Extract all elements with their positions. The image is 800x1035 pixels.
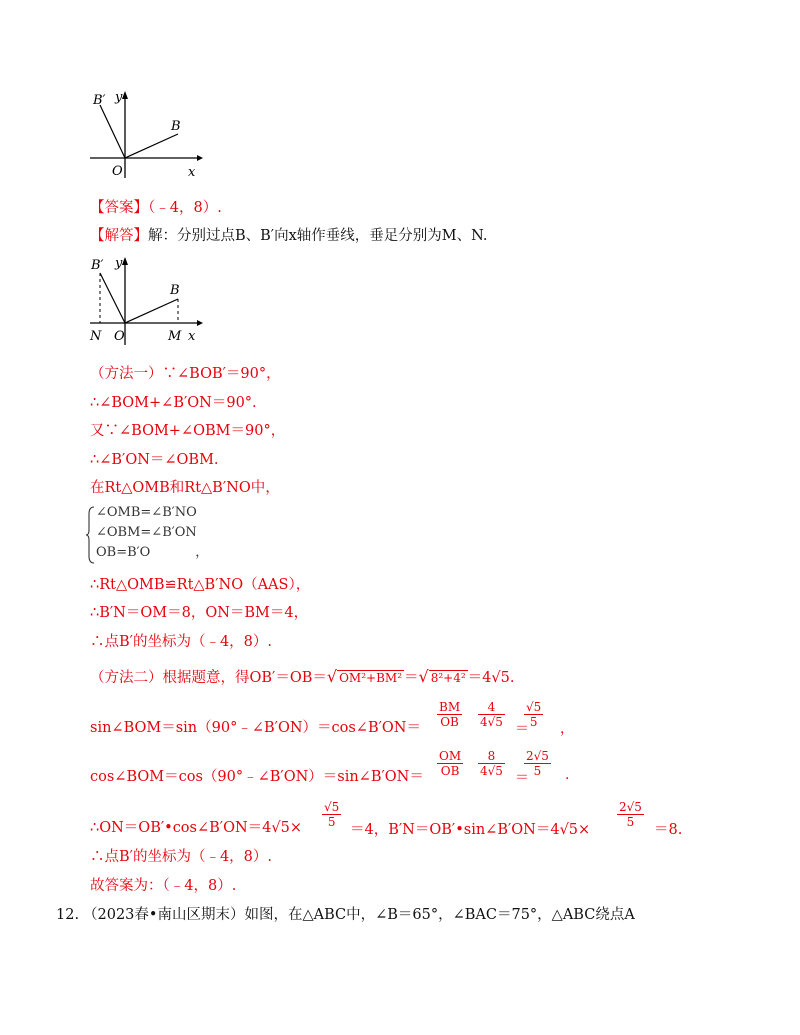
- method1-line-7: ∴B′N＝OM＝8，ON＝BM＝4，: [90, 605, 309, 621]
- figure-2: [85, 253, 205, 348]
- system-eq-2: ∠OBM=∠B′ON: [96, 525, 197, 540]
- sin-f2-den: 4√5: [480, 715, 503, 729]
- system-eq-3-text: OB=B′O: [96, 545, 151, 560]
- on-fraction-1: [322, 800, 341, 829]
- problem-12-number: 12.: [56, 907, 80, 923]
- solution-text: 解：分别过点B、B′向x轴作垂线，垂足分别为M、N.: [148, 228, 488, 244]
- cos-post: .: [565, 767, 570, 783]
- fig2-label-o: O: [114, 329, 125, 344]
- cos-f2-den: 4√5: [480, 764, 503, 778]
- sin-f3-den: 5: [529, 715, 538, 729]
- system-brace: [86, 506, 96, 564]
- on-line-mid: ＝4，B′N＝OB′•sin∠B′ON＝4√5×: [350, 822, 591, 838]
- sin-f3-num: √5: [526, 700, 542, 714]
- system-eq-3: [96, 543, 208, 563]
- sin-fraction-2: [478, 700, 505, 729]
- fig1-label-b: B: [171, 119, 181, 134]
- cos-fraction-2: [478, 749, 505, 778]
- on-line-pre: ∴ON＝OB′•cos∠B′ON＝4√5×: [90, 820, 302, 836]
- fig2-label-m: M: [168, 329, 182, 344]
- on-f2-den: 5: [626, 815, 635, 829]
- sin-fraction-1: [437, 700, 462, 729]
- radical-1: OM²+BM²: [339, 671, 402, 685]
- fig2-label-bprime: B′: [91, 258, 104, 273]
- on-f1-num: √5: [324, 800, 340, 814]
- cos-f1-num: OM: [439, 749, 462, 763]
- method1-line-4: ∴∠B′ON＝∠OBM.: [90, 452, 219, 468]
- method1-line-8: ∴点B′的坐标为（﹣4，8）.: [90, 634, 273, 650]
- method1-line-2: ∴∠BOM+∠B′ON＝90°.: [90, 395, 257, 411]
- fig1-label-bprime: B′: [93, 93, 106, 108]
- fig1-label-x: x: [188, 165, 196, 180]
- method2-coord: ∴点B′的坐标为（﹣4，8）.: [90, 849, 273, 865]
- system-block: [96, 503, 208, 563]
- system-end: ，: [195, 545, 209, 560]
- fig2-label-n: N: [90, 329, 102, 344]
- radical-1-sign: √: [326, 667, 338, 686]
- fig1-label-y: y: [115, 90, 123, 105]
- cos-fraction-1: [437, 749, 463, 778]
- answer-tag: 【答案】: [90, 200, 148, 216]
- method1-line-6: ∴Rt△OMB≌Rt△B′NO（AAS），: [90, 577, 311, 593]
- cos-f3-den: 5: [533, 764, 542, 778]
- sin-eq-1: ＝: [515, 721, 529, 737]
- cos-eq-1: ＝: [515, 770, 529, 786]
- fig2-label-b: B: [170, 283, 180, 298]
- on-line-post: ＝8.: [654, 822, 683, 838]
- sin-f1-den: OB: [440, 715, 459, 729]
- method2-l1-pre: （方法二）根据题意，得OB′＝OB＝: [90, 670, 327, 686]
- fig2-label-x: x: [188, 329, 196, 344]
- answer-value: （﹣4，8）.: [148, 200, 222, 216]
- method1-line-3: 又∵∠BOM+∠OBM＝90°，: [90, 423, 286, 439]
- answer-line: [90, 198, 222, 218]
- cos-line: cos∠BOM＝cos（90°﹣∠B′ON）＝sin∠B′ON＝: [90, 769, 424, 785]
- sin-f2-num: 4: [478, 700, 505, 715]
- method2-final: 故答案为：（﹣4，8）.: [90, 878, 237, 894]
- cos-f3-num: 2√5: [526, 749, 549, 763]
- method2-l1-eq: ＝: [404, 670, 419, 686]
- solution-line: [90, 226, 488, 246]
- cos-f2-num: 8: [478, 749, 505, 764]
- solution-tag: 【解答】: [90, 228, 148, 244]
- on-f2-num: 2√5: [619, 800, 642, 814]
- on-fraction-2: [617, 800, 644, 829]
- cos-f1-den: OB: [440, 764, 460, 778]
- method2-l1-post: ＝4√5.: [467, 670, 515, 686]
- radical-2: 8²+4²: [430, 671, 466, 685]
- sin-f1-num: BM: [439, 700, 461, 714]
- method2-line-1: [90, 667, 514, 688]
- figure-1: [85, 85, 205, 180]
- sin-line: sin∠BOM＝sin（90°﹣∠B′ON）＝cos∠B′ON＝: [90, 720, 421, 736]
- on-f1-den: 5: [327, 815, 336, 829]
- fig2-label-y: y: [115, 256, 123, 271]
- method1-line-1: （方法一）∵∠BOB′＝90°，: [90, 366, 281, 382]
- sin-post: ，: [560, 721, 574, 737]
- method1-line-5: 在Rt△OMB和Rt△B′NO中，: [90, 480, 280, 496]
- radical-2-sign: √: [418, 667, 429, 686]
- fig1-label-o: O: [112, 164, 123, 179]
- problem-12-text: （2023春•南山区期末）如图，在△ABC中，∠B＝65°，∠BAC＝75°，△ABC绕点A: [83, 907, 635, 923]
- system-eq-1: ∠OMB=∠B′NO: [96, 505, 197, 520]
